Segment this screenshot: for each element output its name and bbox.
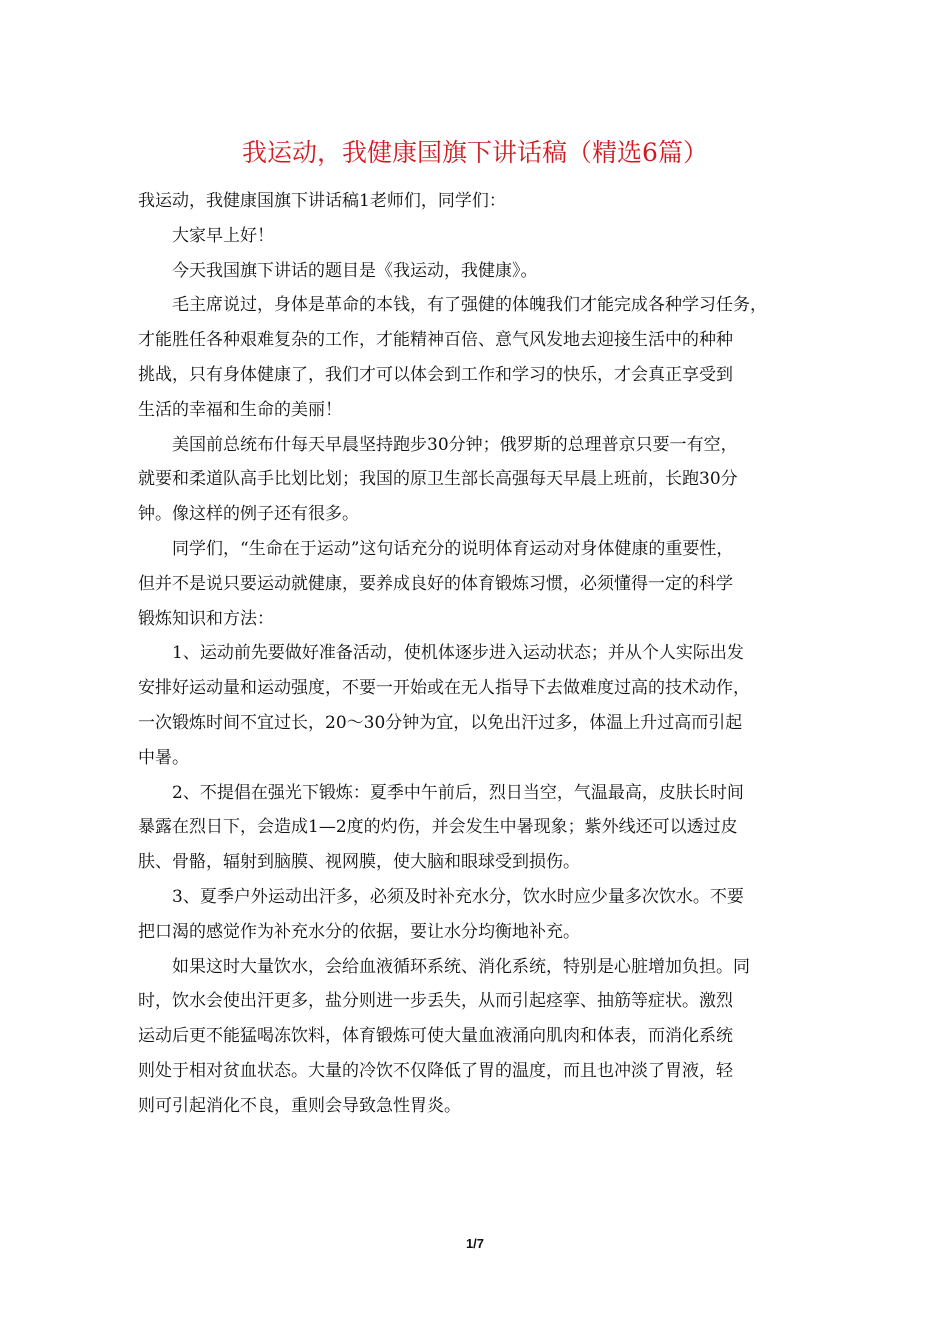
text-line: 美国前总统布什每天早晨坚持跑步30分钟；俄罗斯的总理普京只要一有空，	[172, 434, 738, 455]
text-line: 则处于相对贫血状态。大量的冷饮不仅降低了胃的温度，而且也冲淡了胃液，轻	[138, 1060, 733, 1081]
text-line: 如果这时大量饮水，会给血液循环系统、消化系统，特别是心脏增加负担。同	[172, 956, 750, 977]
text-line: 则可引起消化不良，重则会导致急性胃炎。	[138, 1095, 461, 1116]
text-line: 运动后更不能猛喝冻饮料，体育锻炼可使大量血液涌向肌肉和体表，而消化系统	[138, 1026, 733, 1047]
text-line: 钟。像这样的例子还有很多。	[138, 504, 359, 525]
document-body	[138, 184, 828, 1124]
text-line: 时，饮水会使出汗更多，盐分则进一步丢失，从而引起痉挛、抽筋等症状。激烈	[138, 991, 733, 1012]
text-line: 锻炼知识和方法：	[138, 608, 274, 629]
text-line: 大家早上好！	[172, 225, 274, 246]
text-line: 挑战，只有身体健康了，我们才可以体会到工作和学习的快乐，才会真正享受到	[138, 364, 733, 385]
text-line: 安排好运动量和运动强度，不要一开始或在无人指导下去做难度过高的技术动作，	[138, 678, 750, 699]
text-line: 肤、骨骼，辐射到脑膜、视网膜，使大脑和眼球受到损伤。	[138, 852, 580, 873]
text-line: 1、运动前先要做好准备活动，使机体逐步进入运动状态；并从个人实际出发	[172, 643, 744, 664]
text-line: 暴露在烈日下，会造成1—2度的灼伤，并会发生中暑现象；紫外线还可以透过皮	[138, 817, 738, 838]
page-number: 1/7	[465, 1236, 485, 1251]
document-title: 我运动，我健康国旗下讲话稿（精选6篇）	[242, 138, 708, 167]
text-line: 一次锻炼时间不宜过长，20～30分钟为宜，以免出汗过多，体温上升过高而引起	[138, 712, 743, 733]
text-line: 3、夏季户外运动出汗多，必须及时补充水分，饮水时应少量多次饮水。不要	[172, 886, 744, 907]
text-line: 就要和柔道队高手比划比划；我国的原卫生部长高强每天早晨上班前，长跑30分	[138, 469, 738, 490]
text-line: 才能胜任各种艰难复杂的工作，才能精神百倍、意气风发地去迎接生活中的种种	[138, 330, 733, 351]
text-line: 毛主席说过，身体是革命的本钱，有了强健的体魄我们才能完成各种学习任务，	[172, 295, 767, 316]
text-line: 同学们，“生命在于运动”这句话充分的说明体育运动对身体健康的重要性，	[172, 538, 734, 559]
text-line: 2、不提倡在强光下锻炼：夏季中午前后，烈日当空，气温最高，皮肤长时间	[172, 782, 744, 803]
text-line: 今天我国旗下讲话的题目是《我运动，我健康》。	[172, 260, 538, 281]
text-line: 生活的幸福和生命的美丽！	[138, 399, 342, 420]
text-line: 把口渴的感觉作为补充水分的依据，要让水分均衡地补充。	[138, 921, 580, 942]
text-line: 我运动，我健康国旗下讲话稿1老师们，同学们：	[138, 191, 506, 211]
text-line: 中暑。	[138, 747, 189, 768]
text-line: 但并不是说只要运动就健康，要养成良好的体育锻炼习惯，必须懂得一定的科学	[138, 573, 733, 594]
